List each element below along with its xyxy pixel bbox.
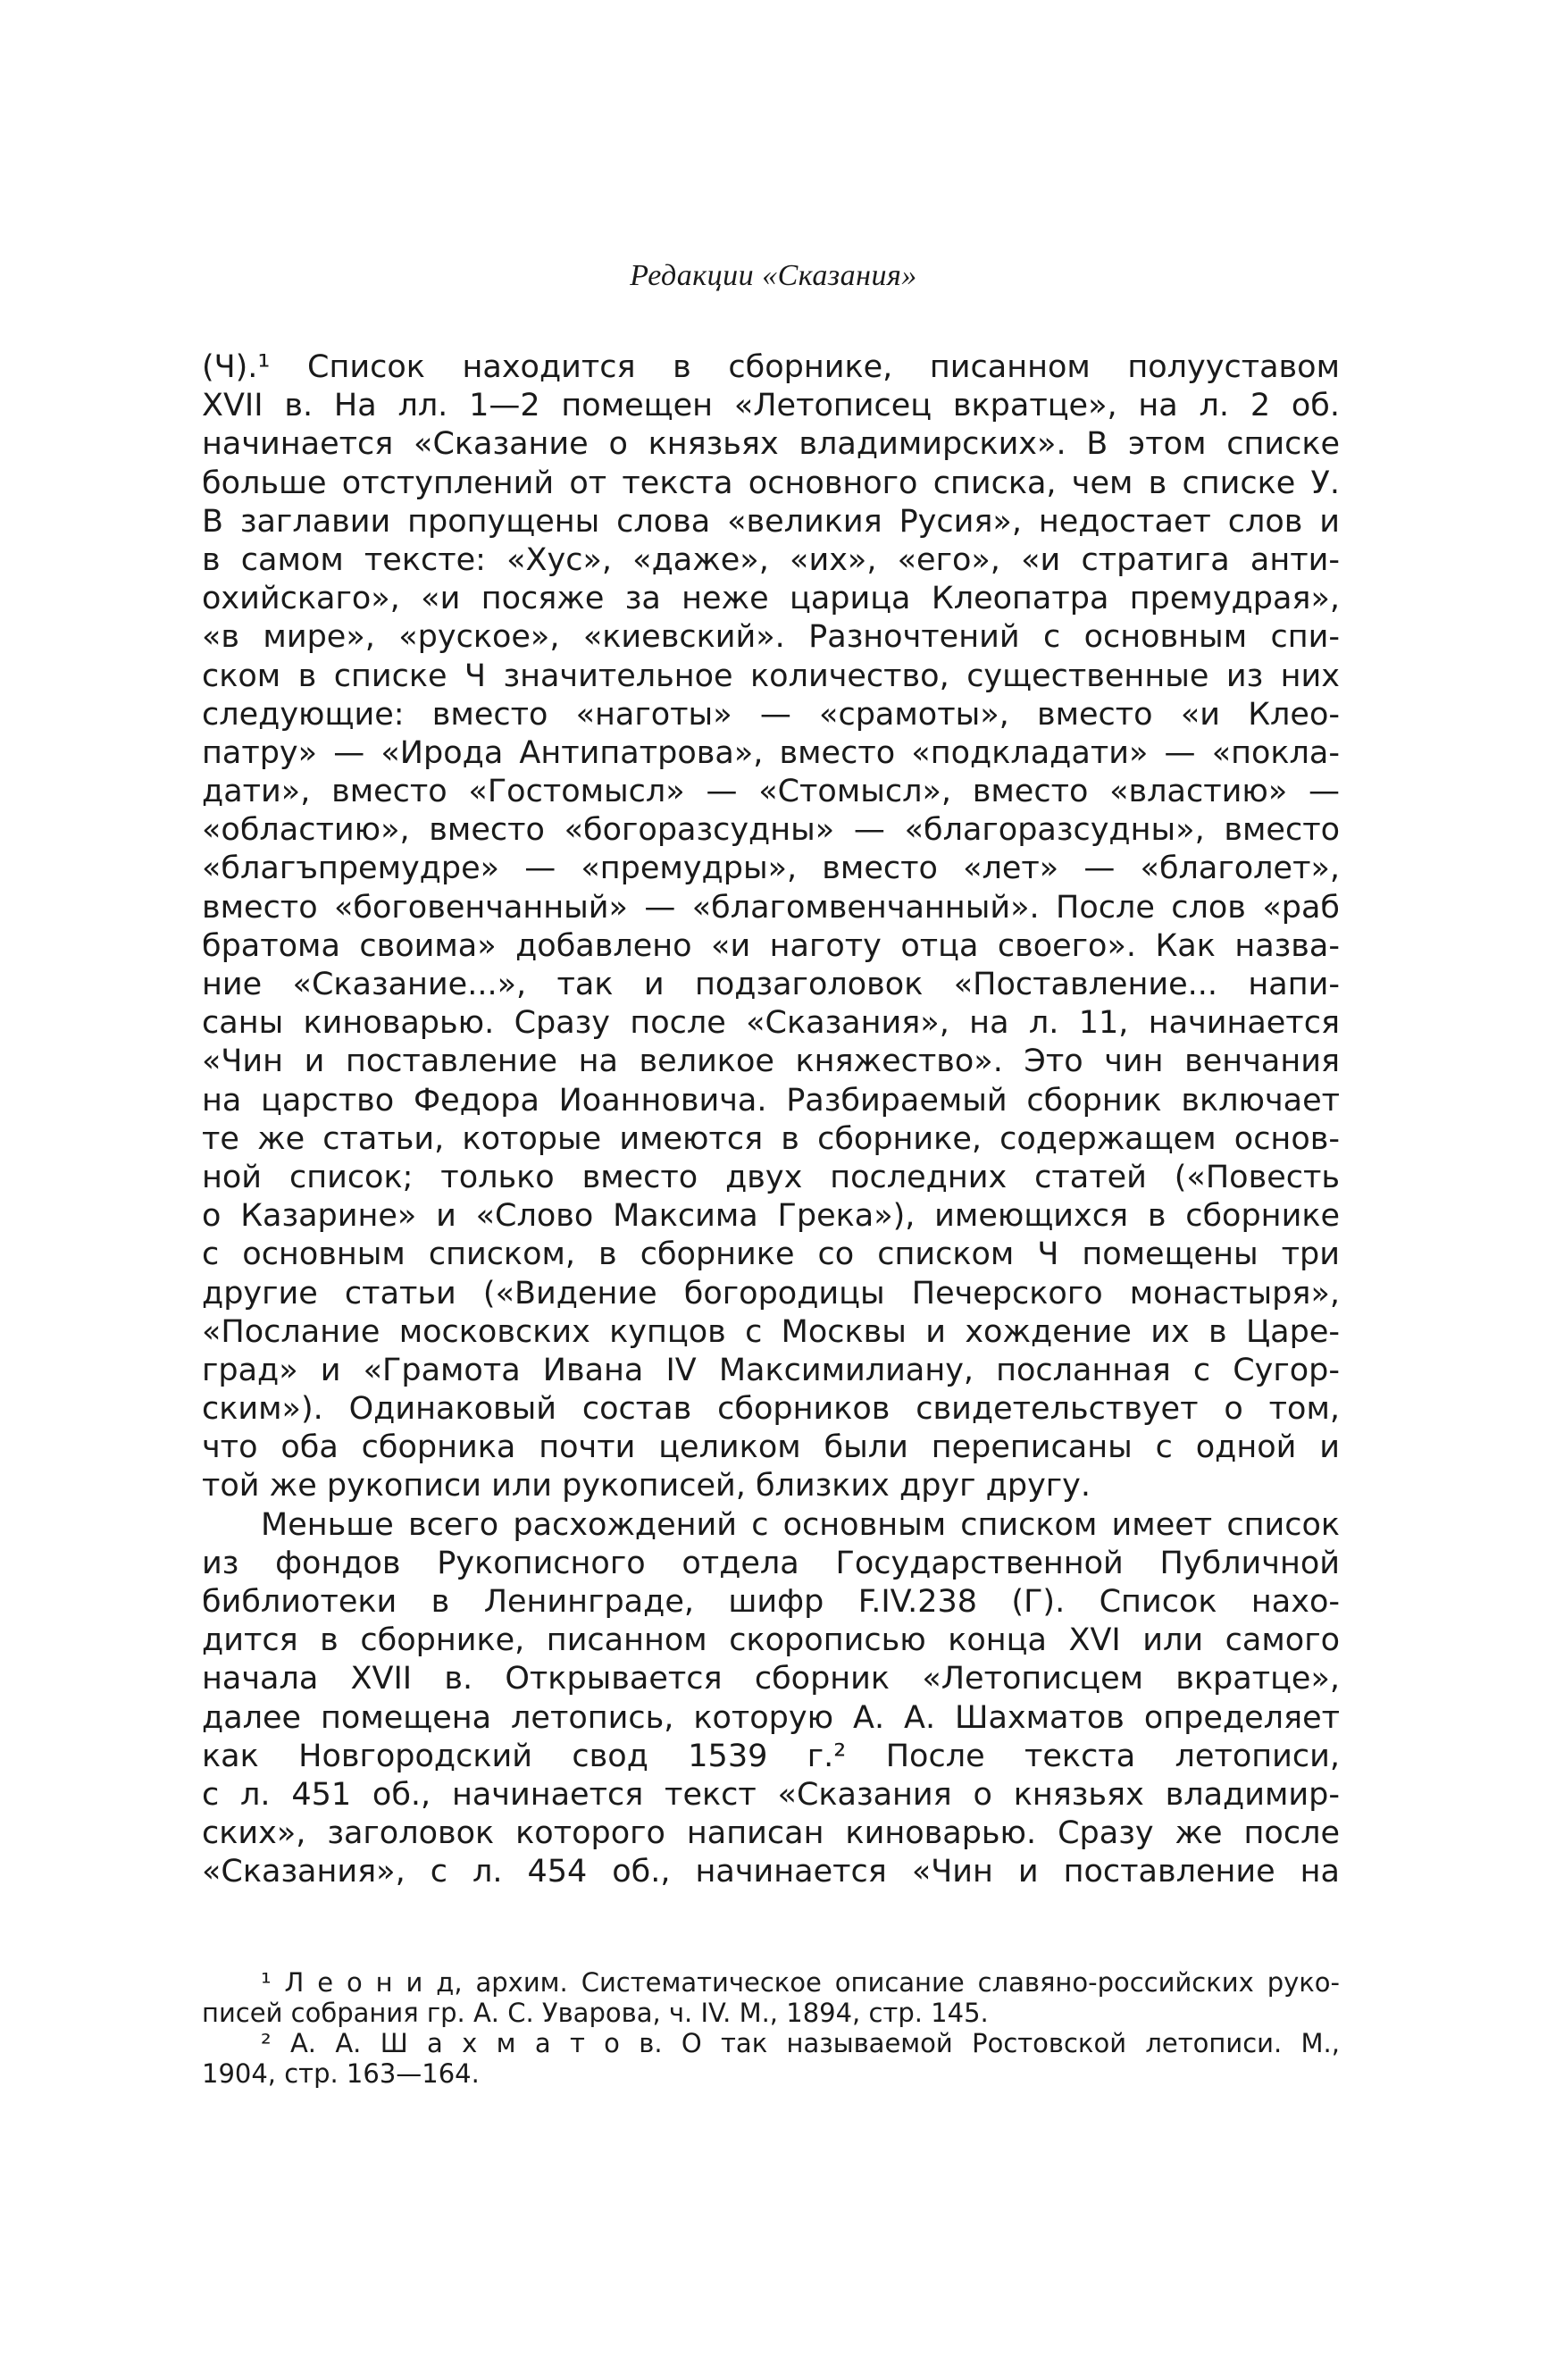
text-line: как Новгородский свод 1539 г.² После текста летописи, [202, 1738, 1340, 1774]
text-line: с л. 451 об., начинается текст «Сказания о князьях владимир- [202, 1776, 1340, 1813]
text-line: «в мире», «руское», «киевский». Разночтений с основным спи- [202, 619, 1340, 656]
text-line: что оба сборника почти целиком были переписаны с одной и [202, 1429, 1340, 1466]
text-line: град» и «Грамота Ивана IV Максимилиану, посланная с Сугор- [202, 1352, 1340, 1388]
running-head: Редакции «Сказания» [630, 259, 917, 292]
text-line: библиотеки в Ленинграде, шифр F.IV.238 (Г). Список нахо- [202, 1584, 1340, 1620]
text-line: саны киноварью. Сразу после «Сказания», на л. 11, начинается [202, 1005, 1340, 1042]
text-line: на царство Федора Иоанновича. Разбираемый сборник включает [202, 1082, 1340, 1119]
text-line: охийскаго», «и посяже за неже царица Клеопатра премудрая», [202, 581, 1340, 617]
text-line: той же рукописи или рукописей, близких друг другу. [202, 1468, 1091, 1504]
text-line: Меньше всего расхождений с основным списком имеет список [261, 1506, 1340, 1543]
text-line: патру» — «Ирода Антипатрова», вместо «подкладати» — «покла- [202, 734, 1340, 771]
text-line: далее помещена летопись, которую А. А. Шахматов определяет [202, 1699, 1340, 1736]
body-text [202, 348, 1340, 1892]
footnote-line: 1904, стр. 163—164. [202, 2058, 480, 2089]
text-line: начинается «Сказание о князьях владимирских». В этом списке [202, 426, 1340, 463]
text-line: с основным списком, в сборнике со списком Ч помещены три [202, 1236, 1340, 1273]
text-line: ние «Сказание...», так и подзаголовок «Поставление... напи- [202, 967, 1340, 1002]
text-line: ной список; только вместо двух последних статей («Повесть [202, 1159, 1340, 1195]
text-line: те же статьи, которые имеются в сборнике, содержащем основ- [202, 1120, 1340, 1157]
text-line: «областию», вместо «богоразсудны» — «благоразсудны», вместо [202, 812, 1340, 849]
text-line: «Сказания», с л. 454 об., начинается «Чин и поставление на [202, 1854, 1340, 1890]
text-line: «благъпремудре» — «премудры», вместо «лет» — «благолет», [202, 851, 1340, 887]
text-line: в самом тексте: «Хус», «даже», «их», «его», «и стратига анти- [202, 541, 1340, 578]
text-line: «Чин и поставление на великое княжество». Это чин венчания [202, 1043, 1340, 1080]
footnote-line: писей собрания гр. А. С. Уварова, ч. IV. М., 1894, стр. 145. [202, 1998, 989, 2028]
text-line: братома своима» добавлено «и наготу отца своего». Как назва- [202, 927, 1340, 964]
text-line: следующие: вместо «наготы» — «срамоты», вместо «и Клео- [202, 696, 1340, 733]
text-line: дати», вместо «Гостомысл» — «Стомысл», вместо «властию» — [202, 774, 1340, 810]
text-line: о Казарине» и «Слово Максима Грека»), имеющихся в сборнике [202, 1198, 1340, 1235]
footnote-line: ¹ Л е о н и д, архим. Систематическое описание славяно-российских руко- [261, 1967, 1340, 1998]
text-line: ских», заголовок которого написан киноварью. Сразу же после [202, 1815, 1340, 1852]
footnotes [202, 1967, 1340, 2089]
footnote-line: ² А. А. Ш а х м а т о в. О так называемой Ростовской летописи. М., [261, 2028, 1340, 2058]
text-line: больше отступлений от текста основного списка, чем в списке У. [202, 465, 1340, 501]
text-line: начала XVII в. Открывается сборник «Летописцем вкратце», [202, 1661, 1340, 1697]
text-line: дится в сборнике, писанном скорописью конца XVI или самого [202, 1622, 1340, 1659]
text-line: ском в списке Ч значительное количество, существенные из них [202, 658, 1340, 694]
text-line: из фондов Рукописного отдела Государственной Публичной [202, 1545, 1340, 1581]
text-line: вместо «боговенчанный» — «благомвенчанный». После слов «раб [202, 889, 1340, 926]
text-line: «Послание московских купцов с Москвы и хождение их в Царе- [202, 1313, 1340, 1350]
text-line: ским»). Одинаковый состав сборников свидетельствует о том, [202, 1391, 1340, 1428]
text-line: XVII в. На лл. 1—2 помещен «Летописец вкратце», на л. 2 об. [202, 388, 1340, 424]
text-line: другие статьи («Видение богородицы Печерского монастыря», [202, 1275, 1340, 1312]
text-line: (Ч).¹ Список находится в сборнике, писанном полууставом [202, 349, 1340, 385]
text-line: В заглавии пропущены слова «великия Русия», недостает слов и [202, 503, 1340, 540]
